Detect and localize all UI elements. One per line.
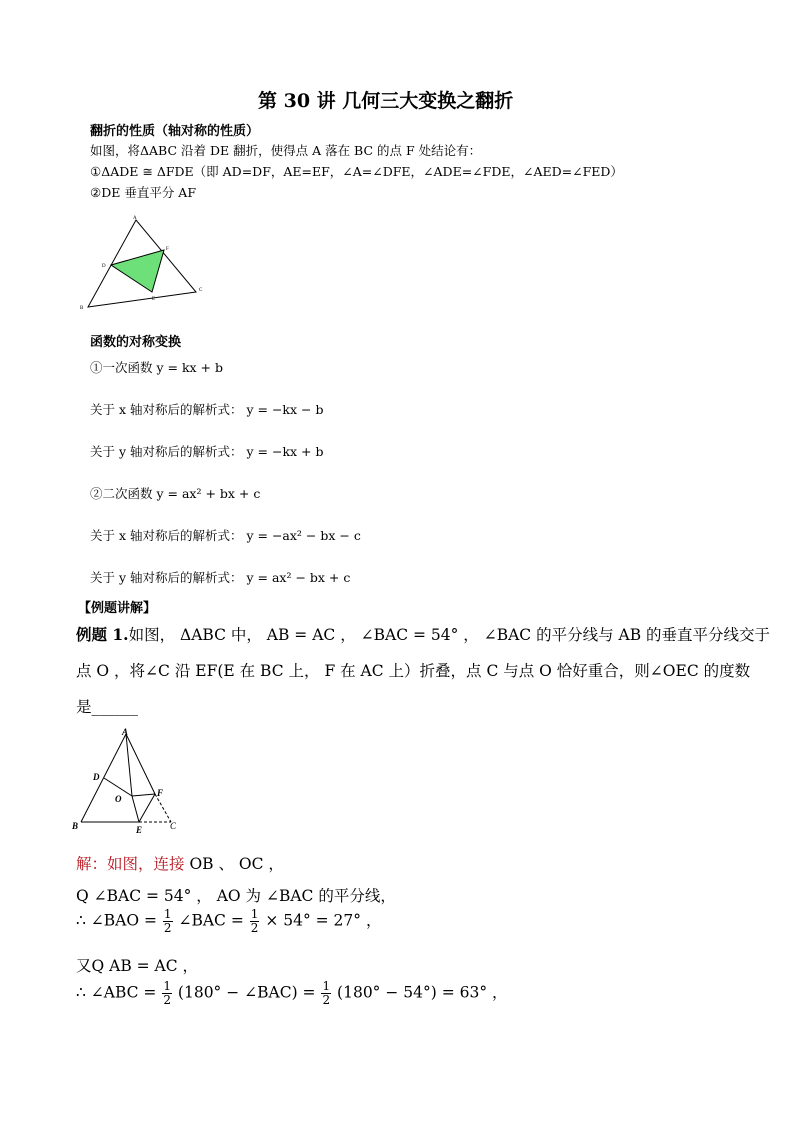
example-label: 例题 1.	[76, 625, 129, 644]
fold-conclusion-2: ②DE 垂直平分 AF	[90, 185, 196, 200]
example-text: 如图， ΔABC 中， AB = AC ， ∠BAC = 54° ， ∠BAC 的平分线与 AB 的垂直平分线交于	[128, 626, 771, 644]
section-heading-fold-properties: 翻折的性质（轴对称的性质）	[90, 124, 260, 139]
section-heading-function-symmetry: 函数的对称变换	[90, 335, 182, 350]
solution-connect: OB 、 OC ，	[184, 855, 284, 873]
folded-triangle-dfe	[111, 250, 164, 292]
fraction-one-half: $\frac{1}{2}$	[250, 907, 259, 935]
fold-conclusion-1: ①ΔADE ≅ ΔFDE（即 AD=DF，AE=EF，∠A=∠DFE，∠ADE=∠FDE，∠AED=∠FED）	[90, 164, 623, 179]
fig2-label-f: F	[157, 788, 164, 798]
example-section-heading: 【例题讲解】	[78, 601, 157, 616]
function-item: ②二次函数 y = ax² + bx + c	[90, 486, 261, 501]
fig1-label-b: B	[80, 306, 84, 311]
fig2-label-c: C	[170, 821, 177, 831]
function-item: 关于 y 轴对称后的解析式： y = ax² − bx + c	[90, 570, 351, 585]
solution-line-5: ∴ ∠ABC = $\frac{1}{2}$ (180° − ∠BAC) = $\frac{1}{2}$ (180° − 54°) = 63° ，	[76, 979, 508, 1007]
fig2-label-a: A	[122, 727, 129, 737]
solution-line-1	[76, 852, 284, 874]
solution-line-2: Q ∠BAC = 54° ， AO 为 ∠BAC 的平分线，	[76, 887, 396, 905]
fraction-one-half: $\frac{1}{2}$	[163, 907, 172, 935]
fig1-label-d: D	[102, 264, 106, 269]
solution-line-4: 又Q AB = AC ，	[76, 957, 199, 975]
fig2-label-o: O	[115, 794, 122, 804]
fig1-label-a: A	[133, 216, 137, 221]
fraction-one-half: $\frac{1}{2}$	[322, 979, 331, 1007]
solution-line-3: ∴ ∠BAO = $\frac{1}{2}$ ∠BAC = $\frac{1}{2}$ × 54° = 27° ，	[76, 907, 382, 935]
example-problem-line-2: 点 O ，将∠C 沿 EF(E 在 BC 上， F 在 AC 上）折叠，点 C 与点 O 恰好重合，则∠OEC 的度数	[76, 662, 751, 680]
function-item: 关于 x 轴对称后的解析式： y = −kx − b	[90, 402, 324, 417]
example-problem-line-1	[76, 623, 770, 645]
fraction-one-half: $\frac{1}{2}$	[163, 979, 171, 1007]
fig1-label-c: C	[199, 288, 203, 293]
fold-triangle-figure	[78, 212, 218, 312]
fig2-label-e: E	[136, 825, 143, 835]
example-problem-line-3: 是______	[76, 698, 139, 716]
function-item: ①一次函数 y = kx + b	[90, 360, 224, 375]
example-figure	[70, 724, 195, 836]
fig1-label-e: E	[152, 297, 156, 302]
fig2-label-d: D	[93, 772, 100, 782]
fold-text-line: 如图，将ΔABC 沿着 DE 翻折，使得点 A 落在 BC 的点 F 处结论有：	[90, 143, 482, 158]
fig2-label-b: B	[72, 821, 79, 831]
function-item: 关于 x 轴对称后的解析式： y = −ax² − bx − c	[90, 528, 361, 543]
function-item: 关于 y 轴对称后的解析式： y = −kx + b	[90, 444, 324, 459]
solution-lead: 解：如图，连接	[76, 855, 185, 873]
page-title: 第 30 讲 几何三大变换之翻折	[258, 90, 514, 112]
fig1-label-f: F	[166, 247, 169, 252]
